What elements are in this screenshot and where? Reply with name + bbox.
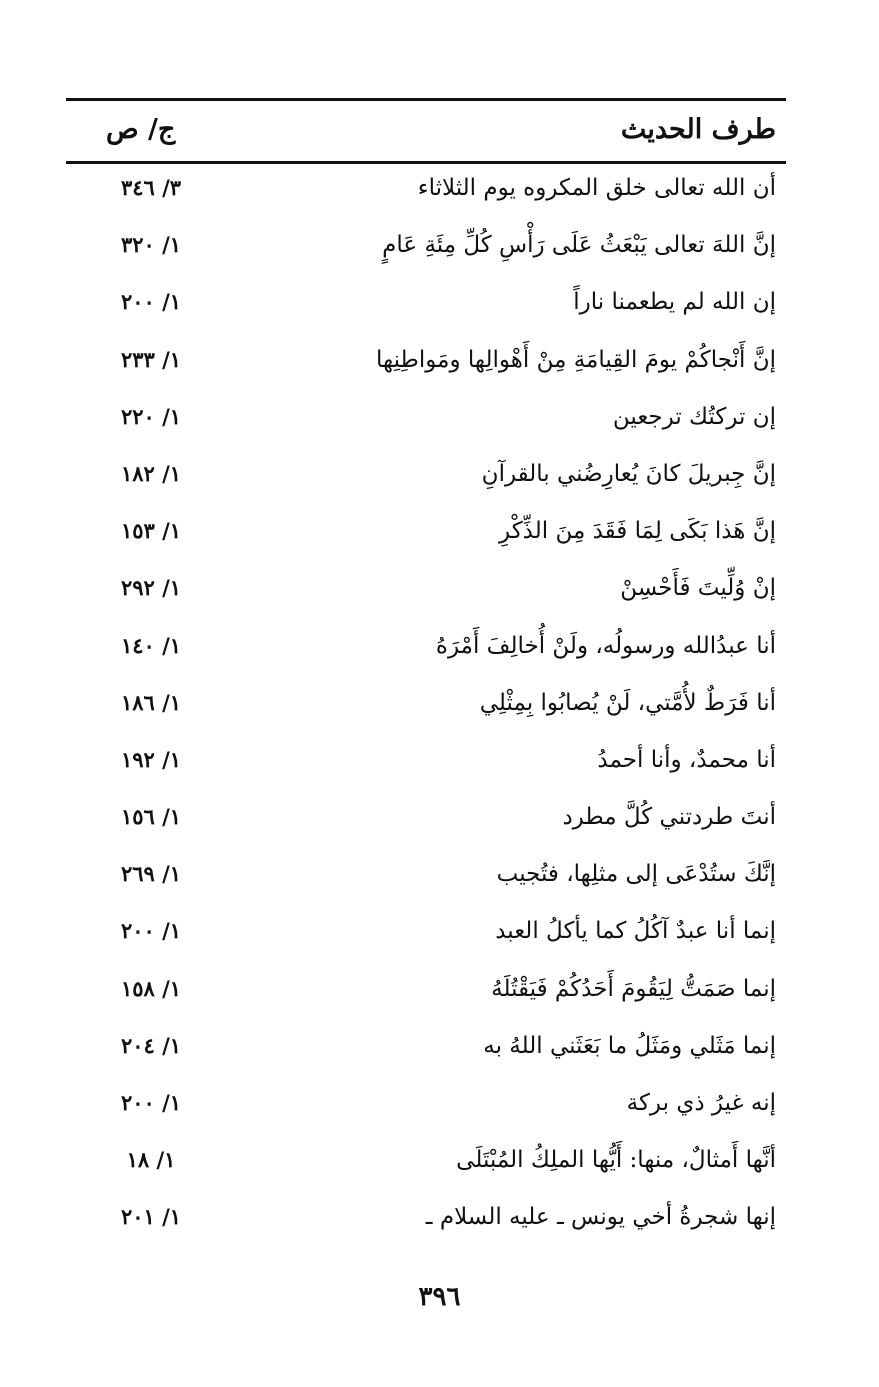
table-row [66,279,786,336]
volume-page-ref: ١/ ١٨٦ [120,689,182,715]
table-row [66,1137,786,1194]
hadith-text: إنما صَمَتُّ لِيَقُومَ أَحَدُكُمْ فَيَقْتُلَهُ [491,975,776,1002]
header-volume-page: ج/ ص [106,114,176,145]
hadith-text: أن الله تعالى خلق المكروه يوم الثلاثاء [417,175,776,201]
hadith-text: أنا محمدٌ، وأنا أحمدُ [597,746,776,773]
hadith-text: إنَّ جِبريلَ كانَ يُعارِضُني بالقرآنِ [481,460,776,487]
table-row [66,1023,786,1080]
volume-page-ref: ١/ ٢٦٩ [120,861,182,887]
table-row [66,1080,786,1137]
hadith-text: إنَّ أَنْجاكُمْ يومَ القِيامَةِ مِنْ أَهْوالِها ومَواطِنِها [376,346,776,373]
hadith-text: إنَّكَ ستُدْعَى إلى مثلِها، فتُجيب [496,861,776,888]
table-row [66,737,786,794]
volume-page-ref: ١/ ١٨٢ [120,460,182,486]
volume-page-ref: ١/ ٢٩٢ [120,575,182,601]
table-row [66,394,786,451]
hadith-text: إنَّ اللهَ تعالى يَبْعَثُ عَلَى رَأْسِ كُلِّ مِئَةِ عَامٍ [382,232,776,259]
table-row [66,680,786,737]
volume-page-ref: ١/ ٢٠٠ [120,289,182,315]
volume-page-ref: ١/ ١٥٨ [120,975,182,1001]
table-row [66,508,786,565]
hadith-text: إنَّ هَذا بَكَى لِمَا فَقَدَ مِنَ الذِّكْرِ [499,518,776,545]
table-header [66,108,786,158]
volume-page-ref: ١/ ٢٠١ [120,1204,182,1230]
table-row [66,565,786,622]
hadith-text: إن تركتُك ترجعين [612,403,776,430]
table-row [66,851,786,908]
volume-page-ref: ١/ ٢٢٠ [120,403,182,429]
hadith-text: إنْ وُلِّيتَ فَأَحْسِنْ [620,575,776,602]
hadith-text: إنه غيرُ ذي بركة [626,1090,776,1116]
volume-page-ref: ٣/ ٣٤٦ [120,175,182,200]
table-row [66,337,786,394]
table-row [66,1194,786,1251]
hadith-text: إنما مَثَلي ومَثَلُ ما بَعَثَني اللهُ به [483,1032,776,1059]
volume-page-ref: ١/ ١٥٦ [120,804,182,830]
hadith-text: إن الله لم يطعمنا ناراً [573,289,776,316]
table-row [66,222,786,279]
hadith-text: إنها شجرةُ أخي يونس ـ عليه السلام ـ [425,1204,776,1231]
hadith-text: أنتَ طردتني كُلَّ مطرد [562,804,776,831]
index-table [66,165,786,1252]
hadith-text: إنما أنا عبدٌ آكُلُ كما يأكلُ العبد [495,918,776,945]
hadith-text: أنا عبدُالله ورسولُه، ولَنْ أُخالِفَ أَمْرَهُ [435,632,776,659]
volume-page-ref: ١/ ٢٠٤ [120,1032,182,1058]
page-number: ٣٩٦ [418,1282,461,1312]
table-row [66,623,786,680]
table-row [66,966,786,1023]
volume-page-ref: ١/ ١٥٣ [120,518,182,544]
header-hadith-title: طرف الحديث [620,114,776,145]
table-row [66,794,786,851]
hadith-text: أنا فَرَطٌ لأُمَّتي، لَنْ يُصابُوا بِمِثْلِي [479,689,776,716]
volume-page-ref: ١/ ٢٠٠ [120,1090,182,1115]
header-rule [66,161,786,164]
hadith-text: أنَّها أَمثالٌ، منها: أَيُّها الملِكُ المُبْتَلَى [456,1147,776,1174]
volume-page-ref: ١/ ١٨ [126,1147,176,1173]
table-row [66,451,786,508]
volume-page-ref: ١/ ٣٢٠ [120,232,182,258]
volume-page-ref: ١/ ١٩٢ [120,746,182,772]
table-row [66,908,786,965]
volume-page-ref: ١/ ٢٠٠ [120,918,182,944]
table-row [66,165,786,222]
volume-page-ref: ١/ ١٤٠ [120,632,182,658]
top-rule [66,98,786,101]
volume-page-ref: ١/ ٢٣٣ [120,346,182,372]
